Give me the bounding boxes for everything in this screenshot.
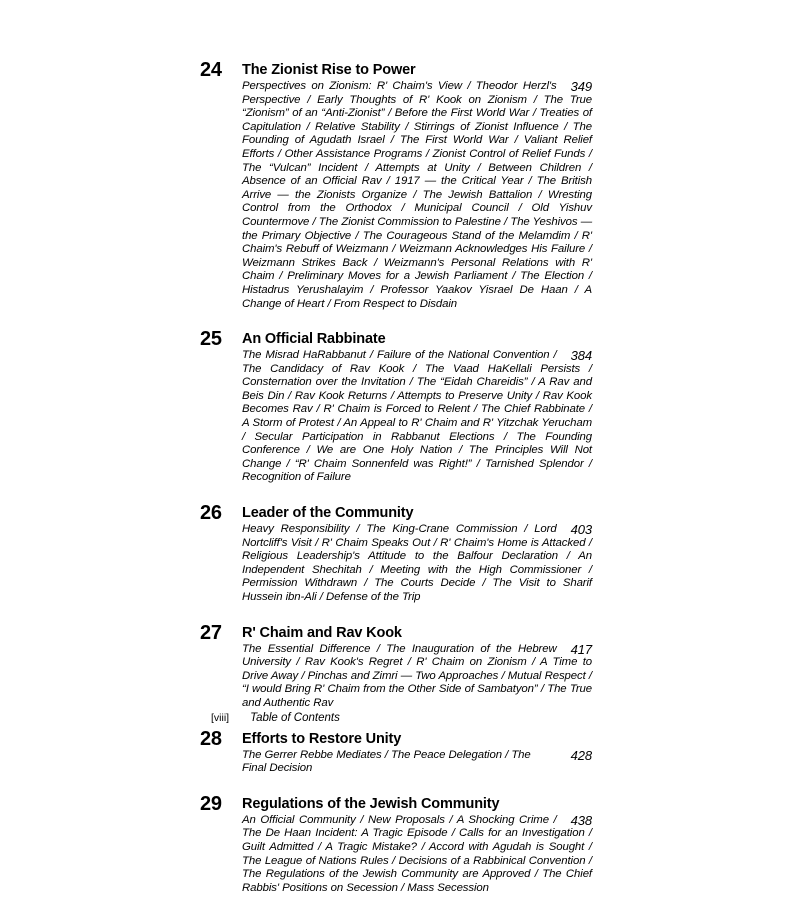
chapter-title: R' Chaim and Rav Kook xyxy=(242,624,402,641)
entry-body xyxy=(242,60,592,311)
chapter-title: Leader of the Community xyxy=(242,505,414,522)
page-number: 384 xyxy=(570,348,592,364)
entry-body xyxy=(242,503,592,605)
chapter-subentries xyxy=(242,523,592,605)
chapter-subentries xyxy=(242,643,592,711)
chapter-number: 24 xyxy=(200,59,222,81)
toc-entry[interactable] xyxy=(200,60,592,311)
subentries-text: The Misrad HaRabbanut / Failure of the National Convention / The Candidacy of Rav Kook / The Vaad HaKellali Persists / Consternation over the Invitation / The “Eidah Chareidis” / A Rav and Beis Din / Rav Kook Returns / Attempts to Preserve Unity / Rav Kook Becomes Rav / R' Chaim is Forced to Relent / The Chief Rabbinate / A Storm of Protest / An Appeal to R' Chaim and R' Yitzchak Yerucham / Secular Participation in Rabbanut Elections / The Founding Conference / We are One Holy Nation / The Principles Will Not Change / “R' Chaim Sonnenfeld was Right!” / Tarnished Splendor / Recognition of Failure xyxy=(242,349,592,484)
folio-number: [viii] xyxy=(211,712,230,724)
chapter-number: 29 xyxy=(200,792,222,815)
page-number: 428 xyxy=(570,747,592,763)
subentries-text: The Essential Difference / The Inauguration of the Hebrew University / Rav Kook's Regret / R' Chaim on Zionism / A Time to Drive Away / Pinchas and Zimri — Two Approaches / Mutual Respect / “I would Bring R' Chaim from the Other Side of Sambatyon” / The True and Authentic Rav xyxy=(242,642,592,709)
entry-body xyxy=(242,729,592,776)
running-head: Table of Contents xyxy=(250,712,340,724)
table-of-contents xyxy=(200,60,592,913)
subentries-text: The Gerrer Rebbe Mediates / The Peace Delegation / The Final Decision xyxy=(242,748,531,775)
entry-body xyxy=(242,794,592,896)
page-number: 417 xyxy=(570,641,592,657)
toc-entry[interactable] xyxy=(200,623,592,711)
toc-entry[interactable] xyxy=(200,503,592,605)
toc-entry[interactable] xyxy=(200,794,592,896)
toc-entry[interactable] xyxy=(200,729,592,776)
chapter-number: 25 xyxy=(200,328,222,351)
subentries-text: An Official Community / New Proposals / A Shocking Crime / The De Haan Incident: A Tragic Episode / Calls for an Investigation / Guilt Admitted / A Tragic Mistake? / Accord with Agudah is Sought / The League of Nations Rules / Decisions of a Rabbinical Convention / The Regulations of the Jewish Community are Approved / The Chief Rabbis' Positions on Secession / Mass Secession xyxy=(242,813,592,894)
subentries-text: Heavy Responsibility / The King-Crane Commission / Lord Nortcliff's Visit / R' Chaim Speaks Out / R' Chaim's Home is Attacked / Religious Leadership's Attitude to the Balfour Declaration / An Independent Shechitah / Meeting with the High Commissioner / Permission Withdrawn / The Courts Decide / The Visit to Sharif Hussein ibn-Ali / Defense of the Trip xyxy=(242,523,592,603)
entry-body xyxy=(242,329,592,485)
chapter-subentries xyxy=(242,749,592,776)
subentries-text: Perspectives on Zionism: R' Chaim's View / Theodor Herzl's Perspective / Early Thoughts of R' Kook on Zionism / The True “Zionism” of an “Anti-Zionist” / Before the First World War / Treaties of Capitulation / Relative Stability / Stirrings of Zionist Influence / The Founding of Agudath Israel / The First World War / Valiant Relief Efforts / Other Assistance Programs / Zionist Control of Relief Funds / The “Vulcan” Incident / Attempts at Unity / Between Children / Absence of an Official Rav / 1917 — the Critical Year / The British Arrive — the Zionists Organize / The Jewish Battalion / Wresting Control from the Orthodox / Municipal Council / Old Yishuv Countermove / The Zionist Commission to Palestine / The Yeshivos — the Primary Objective / The Courageous Stand of the Melamdim / R' Chaim's Rebuff of Weizmann / Weizmann Acknowledges His Failure / Weizmann Strikes Back / Weizmann's Personal Relations with R' Chaim / Preliminary Moves for a Jewish Parliament / The Election / Histadrus Yerushalayim / Professor Yaakov Yisrael De Haan / A Change of Heart / From Respect to Disdain xyxy=(242,80,592,310)
chapter-title: Efforts to Restore Unity xyxy=(242,730,402,747)
chapter-subentries xyxy=(242,349,592,485)
page-number: 438 xyxy=(570,812,592,828)
chapter-subentries xyxy=(242,814,592,896)
chapter-number: 28 xyxy=(200,727,222,750)
page-footer xyxy=(211,712,340,724)
chapter-title: An Official Rabbinate xyxy=(242,331,386,348)
toc-entry[interactable] xyxy=(200,329,592,485)
page-number: 403 xyxy=(570,522,592,538)
chapter-title: Regulations of the Jewish Community xyxy=(242,795,500,812)
page-number: 349 xyxy=(570,79,592,94)
chapter-title: The Zionist Rise to Power xyxy=(242,62,416,78)
entry-body xyxy=(242,623,592,711)
chapter-number: 27 xyxy=(200,621,222,644)
chapter-subentries xyxy=(242,80,592,311)
chapter-number: 26 xyxy=(200,502,222,525)
